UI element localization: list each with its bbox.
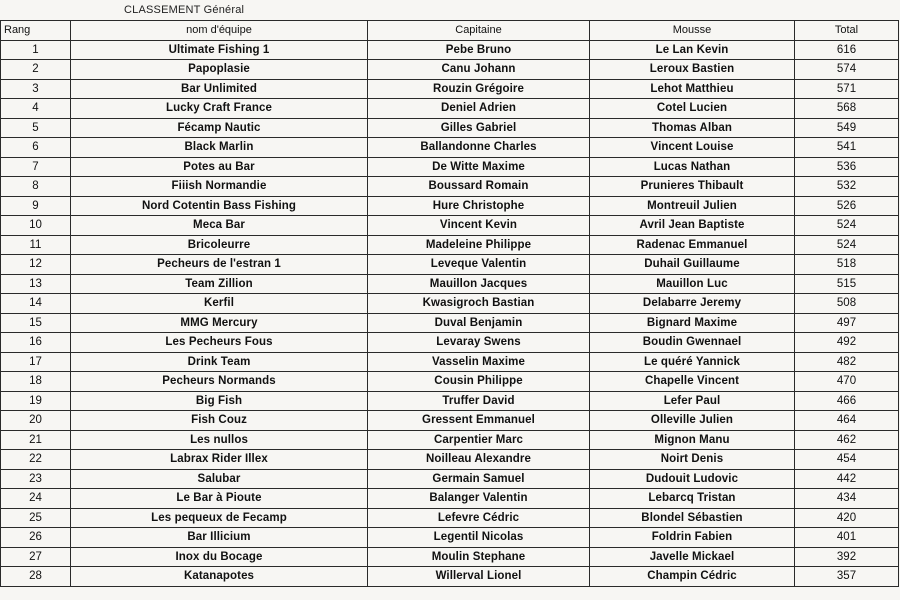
table-row <box>1 547 899 567</box>
crew-cell: Chapelle Vincent <box>590 372 795 392</box>
team-name-cell: Kerfil <box>71 294 368 314</box>
crew-cell: Mignon Manu <box>590 430 795 450</box>
total-cell: 515 <box>795 274 899 294</box>
table-row <box>1 372 899 392</box>
table-row <box>1 313 899 333</box>
captain-cell: Levaray Swens <box>368 333 590 353</box>
total-cell: 568 <box>795 99 899 119</box>
rank-cell: 26 <box>1 528 71 548</box>
total-cell: 464 <box>795 411 899 431</box>
crew-cell: Mauillon Luc <box>590 274 795 294</box>
rank-cell: 22 <box>1 450 71 470</box>
total-cell: 524 <box>795 235 899 255</box>
team-name-cell: Black Marlin <box>71 138 368 158</box>
table-row <box>1 235 899 255</box>
team-name-cell: Lucky Craft France <box>71 99 368 119</box>
table-row <box>1 138 899 158</box>
table-row <box>1 196 899 216</box>
total-cell: 508 <box>795 294 899 314</box>
rank-cell: 6 <box>1 138 71 158</box>
rank-cell: 21 <box>1 430 71 450</box>
table-row <box>1 411 899 431</box>
table-row <box>1 79 899 99</box>
captain-cell: De Witte Maxime <box>368 157 590 177</box>
captain-cell: Kwasigroch Bastian <box>368 294 590 314</box>
rank-cell: 8 <box>1 177 71 197</box>
rank-cell: 2 <box>1 60 71 80</box>
table-row <box>1 118 899 138</box>
captain-cell: Hure Christophe <box>368 196 590 216</box>
team-name-cell: Fiiish Normandie <box>71 177 368 197</box>
total-cell: 434 <box>795 489 899 509</box>
rank-cell: 7 <box>1 157 71 177</box>
crew-cell: Le Lan Kevin <box>590 40 795 60</box>
table-row <box>1 255 899 275</box>
table-row <box>1 469 899 489</box>
table-row <box>1 508 899 528</box>
captain-cell: Madeleine Philippe <box>368 235 590 255</box>
team-name-cell: Katanapotes <box>71 567 368 587</box>
total-cell: 524 <box>795 216 899 236</box>
rank-cell: 18 <box>1 372 71 392</box>
rank-cell: 27 <box>1 547 71 567</box>
captain-cell: Gilles Gabriel <box>368 118 590 138</box>
team-name-cell: Pecheurs de l'estran 1 <box>71 255 368 275</box>
rank-cell: 20 <box>1 411 71 431</box>
crew-cell: Delabarre Jeremy <box>590 294 795 314</box>
table-body <box>1 40 899 586</box>
crew-cell: Bignard Maxime <box>590 313 795 333</box>
table-row <box>1 99 899 119</box>
crew-cell: Blondel Sébastien <box>590 508 795 528</box>
total-cell: 532 <box>795 177 899 197</box>
crew-cell: Montreuil Julien <box>590 196 795 216</box>
team-name-cell: Meca Bar <box>71 216 368 236</box>
team-name-cell: Ultimate Fishing 1 <box>71 40 368 60</box>
table-row <box>1 333 899 353</box>
captain-cell: Vincent Kevin <box>368 216 590 236</box>
team-name-cell: Labrax Rider Illex <box>71 450 368 470</box>
total-cell: 357 <box>795 567 899 587</box>
total-cell: 401 <box>795 528 899 548</box>
table-row <box>1 352 899 372</box>
table-row <box>1 177 899 197</box>
captain-cell: Truffer David <box>368 391 590 411</box>
captain-cell: Rouzin Grégoire <box>368 79 590 99</box>
table-row <box>1 294 899 314</box>
crew-cell: Lehot Matthieu <box>590 79 795 99</box>
header-team-name: nom d'équipe <box>71 21 368 41</box>
total-cell: 571 <box>795 79 899 99</box>
rank-cell: 15 <box>1 313 71 333</box>
captain-cell: Willerval Lionel <box>368 567 590 587</box>
table-row <box>1 157 899 177</box>
total-cell: 541 <box>795 138 899 158</box>
crew-cell: Duhail Guillaume <box>590 255 795 275</box>
total-cell: 470 <box>795 372 899 392</box>
total-cell: 466 <box>795 391 899 411</box>
crew-cell: Champin Cédric <box>590 567 795 587</box>
team-name-cell: Le Bar à Pioute <box>71 489 368 509</box>
team-name-cell: Bricoleurre <box>71 235 368 255</box>
team-name-cell: Salubar <box>71 469 368 489</box>
total-cell: 549 <box>795 118 899 138</box>
captain-cell: Deniel Adrien <box>368 99 590 119</box>
crew-cell: Boudin Gwennael <box>590 333 795 353</box>
crew-cell: Olleville Julien <box>590 411 795 431</box>
total-cell: 482 <box>795 352 899 372</box>
header-rang: Rang <box>1 21 71 41</box>
table-row <box>1 60 899 80</box>
table-row <box>1 391 899 411</box>
total-cell: 462 <box>795 430 899 450</box>
total-cell: 518 <box>795 255 899 275</box>
crew-cell: Lebarcq Tristan <box>590 489 795 509</box>
total-cell: 420 <box>795 508 899 528</box>
rank-cell: 9 <box>1 196 71 216</box>
team-name-cell: Papoplasie <box>71 60 368 80</box>
table-row <box>1 489 899 509</box>
captain-cell: Duval Benjamin <box>368 313 590 333</box>
total-cell: 497 <box>795 313 899 333</box>
total-cell: 616 <box>795 40 899 60</box>
table-header <box>1 21 899 41</box>
captain-cell: Vasselin Maxime <box>368 352 590 372</box>
crew-cell: Lefer Paul <box>590 391 795 411</box>
total-cell: 574 <box>795 60 899 80</box>
table-row <box>1 40 899 60</box>
crew-cell: Thomas Alban <box>590 118 795 138</box>
captain-cell: Gressent Emmanuel <box>368 411 590 431</box>
captain-cell: Germain Samuel <box>368 469 590 489</box>
header-row <box>1 21 899 41</box>
total-cell: 442 <box>795 469 899 489</box>
crew-cell: Le quéré Yannick <box>590 352 795 372</box>
table-row <box>1 274 899 294</box>
crew-cell: Dudouit Ludovic <box>590 469 795 489</box>
crew-cell: Leroux Bastien <box>590 60 795 80</box>
captain-cell: Lefevre Cédric <box>368 508 590 528</box>
rank-cell: 1 <box>1 40 71 60</box>
captain-cell: Leveque Valentin <box>368 255 590 275</box>
rank-cell: 17 <box>1 352 71 372</box>
table-row <box>1 216 899 236</box>
rank-cell: 3 <box>1 79 71 99</box>
crew-cell: Cotel Lucien <box>590 99 795 119</box>
team-name-cell: MMG Mercury <box>71 313 368 333</box>
rank-cell: 19 <box>1 391 71 411</box>
total-cell: 492 <box>795 333 899 353</box>
captain-cell: Ballandonne Charles <box>368 138 590 158</box>
header-captain: Capitaine <box>368 21 590 41</box>
team-name-cell: Les nullos <box>71 430 368 450</box>
crew-cell: Noirt Denis <box>590 450 795 470</box>
rank-cell: 10 <box>1 216 71 236</box>
team-name-cell: Fish Couz <box>71 411 368 431</box>
table-row <box>1 430 899 450</box>
captain-cell: Mauillon Jacques <box>368 274 590 294</box>
team-name-cell: Potes au Bar <box>71 157 368 177</box>
captain-cell: Moulin Stephane <box>368 547 590 567</box>
team-name-cell: Les pequeux de Fecamp <box>71 508 368 528</box>
rank-cell: 4 <box>1 99 71 119</box>
crew-cell: Foldrin Fabien <box>590 528 795 548</box>
rank-cell: 13 <box>1 274 71 294</box>
rank-cell: 16 <box>1 333 71 353</box>
captain-cell: Legentil Nicolas <box>368 528 590 548</box>
crew-cell: Radenac Emmanuel <box>590 235 795 255</box>
crew-cell: Vincent Louise <box>590 138 795 158</box>
crew-cell: Avril Jean Baptiste <box>590 216 795 236</box>
rank-cell: 5 <box>1 118 71 138</box>
total-cell: 454 <box>795 450 899 470</box>
total-cell: 536 <box>795 157 899 177</box>
captain-cell: Noilleau Alexandre <box>368 450 590 470</box>
team-name-cell: Bar Unlimited <box>71 79 368 99</box>
captain-cell: Canu Johann <box>368 60 590 80</box>
crew-cell: Javelle Mickael <box>590 547 795 567</box>
header-total: Total <box>795 21 899 41</box>
team-name-cell: Les Pecheurs Fous <box>71 333 368 353</box>
team-name-cell: Drink Team <box>71 352 368 372</box>
captain-cell: Pebe Bruno <box>368 40 590 60</box>
total-cell: 392 <box>795 547 899 567</box>
team-name-cell: Pecheurs Normands <box>71 372 368 392</box>
captain-cell: Boussard Romain <box>368 177 590 197</box>
captain-cell: Cousin Philippe <box>368 372 590 392</box>
rank-cell: 23 <box>1 469 71 489</box>
captain-cell: Balanger Valentin <box>368 489 590 509</box>
header-crew: Mousse <box>590 21 795 41</box>
team-name-cell: Inox du Bocage <box>71 547 368 567</box>
team-name-cell: Nord Cotentin Bass Fishing <box>71 196 368 216</box>
team-name-cell: Big Fish <box>71 391 368 411</box>
team-name-cell: Fécamp Nautic <box>71 118 368 138</box>
total-cell: 526 <box>795 196 899 216</box>
table-row <box>1 528 899 548</box>
rank-cell: 11 <box>1 235 71 255</box>
rank-cell: 25 <box>1 508 71 528</box>
rank-cell: 12 <box>1 255 71 275</box>
page-title: CLASSEMENT Général <box>124 4 245 16</box>
standings-table <box>0 20 899 587</box>
team-name-cell: Bar Illicium <box>71 528 368 548</box>
rank-cell: 28 <box>1 567 71 587</box>
table-row <box>1 567 899 587</box>
crew-cell: Prunieres Thibault <box>590 177 795 197</box>
rank-cell: 14 <box>1 294 71 314</box>
captain-cell: Carpentier Marc <box>368 430 590 450</box>
crew-cell: Lucas Nathan <box>590 157 795 177</box>
team-name-cell: Team Zillion <box>71 274 368 294</box>
rank-cell: 24 <box>1 489 71 509</box>
table-row <box>1 450 899 470</box>
